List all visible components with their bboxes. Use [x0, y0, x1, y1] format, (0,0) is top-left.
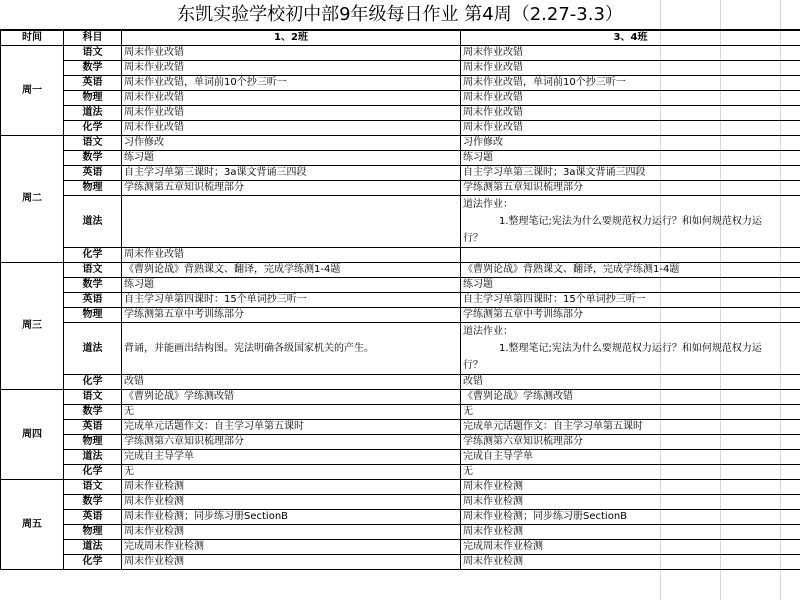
homework-cell-class-1-2[interactable]: 周末作业检测；同步练习册SectionB	[122, 510, 461, 525]
subject-cell[interactable]: 英语	[64, 166, 122, 181]
table-row	[1, 248, 800, 263]
homework-cell-class-1-2[interactable]: 完成自主导学单	[122, 450, 461, 465]
homework-line: 1.整理笔记;宪法为什么要规范权力运行？和如何规范权力运	[499, 216, 762, 227]
subject-cell[interactable]: 道法	[64, 106, 122, 121]
table-row	[1, 121, 800, 136]
subject-cell[interactable]: 数学	[64, 495, 122, 510]
homework-cell-class-1-2[interactable]: 无	[122, 465, 461, 480]
homework-cell-class-3-4[interactable]: 周末作业检测	[461, 525, 800, 540]
homework-table	[0, 30, 800, 570]
subject-cell[interactable]: 语文	[64, 263, 122, 278]
table-row	[1, 308, 800, 323]
subject-cell[interactable]: 语文	[64, 136, 122, 151]
homework-cell-class-3-4[interactable]: 《曹刿论战》学练测改错	[461, 390, 800, 405]
homework-cell-class-3-4[interactable]: 自主学习单第四课时：15个单词抄三听一	[461, 293, 800, 308]
homework-cell-class-1-2[interactable]: 周末作业改错	[122, 106, 461, 121]
homework-cell-class-3-4[interactable]: 完成自主导学单	[461, 450, 800, 465]
homework-cell-class-3-4[interactable]: 习作修改	[461, 136, 800, 151]
homework-cell-class-3-4[interactable]: 周末作业改错	[461, 46, 800, 61]
homework-cell-class-3-4[interactable]: 周末作业改错	[461, 121, 800, 136]
homework-cell-class-1-2[interactable]: 周末作业改错	[122, 121, 461, 136]
table-row	[1, 450, 800, 465]
homework-cell-class-3-4[interactable]: 周末作业改错，单词前10个抄三听一	[461, 76, 800, 91]
homework-cell-class-3-4[interactable]	[461, 323, 800, 375]
table-row	[1, 420, 800, 435]
table-row	[1, 151, 800, 166]
homework-cell-class-1-2[interactable]: 背诵，并能画出结构图。宪法明确各级国家机关的产生。	[122, 323, 461, 375]
table-row	[1, 323, 800, 375]
homework-cell-class-1-2[interactable]: 改错	[122, 375, 461, 390]
homework-cell-class-3-4[interactable]: 自主学习单第三课时；3a课文背诵三四段	[461, 166, 800, 181]
subject-cell[interactable]: 数学	[64, 61, 122, 76]
subject-cell[interactable]: 化学	[64, 121, 122, 136]
sheet-title[interactable]: 东凯实验学校初中部9年级每日作业 第4周（2.27-3.3）	[0, 0, 800, 30]
table-row	[1, 61, 800, 76]
homework-cell-class-1-2[interactable]: 学练测第五章知识梳理部分	[122, 181, 461, 196]
day-cell-thursday[interactable]: 周四	[1, 390, 64, 480]
header-row	[1, 31, 800, 46]
subject-cell[interactable]: 道法	[64, 323, 122, 375]
table-row	[1, 540, 800, 555]
homework-cell-class-1-2[interactable]: 周末作业检测	[122, 525, 461, 540]
subject-cell[interactable]: 化学	[64, 375, 122, 390]
day-cell-wednesday[interactable]: 周三	[1, 263, 64, 390]
table-row	[1, 293, 800, 308]
homework-cell-class-3-4[interactable]: 周末作业检测	[461, 480, 800, 495]
homework-cell-class-1-2[interactable]: 周末作业检测	[122, 495, 461, 510]
homework-cell-class-1-2[interactable]: 周末作业检测	[122, 480, 461, 495]
homework-cell-class-3-4[interactable]: 无	[461, 405, 800, 420]
table-row	[1, 375, 800, 390]
subject-cell[interactable]: 英语	[64, 76, 122, 91]
homework-line: 1.整理笔记;宪法为什么要规范权力运行？和如何规范权力运	[499, 343, 762, 354]
subject-cell[interactable]: 数学	[64, 278, 122, 293]
subject-cell[interactable]: 物理	[64, 181, 122, 196]
homework-cell-class-3-4[interactable]: 练习题	[461, 278, 800, 293]
header-class-3-4[interactable]: 3、4班	[461, 31, 800, 46]
subject-cell[interactable]: 数学	[64, 405, 122, 420]
table-row	[1, 91, 800, 106]
homework-cell-class-3-4[interactable]: 学练测第五章知识梳理部分	[461, 181, 800, 196]
homework-cell-class-1-2[interactable]: 周末作业改错	[122, 248, 461, 263]
homework-cell-class-1-2[interactable]: 学练测第六章知识梳理部分	[122, 435, 461, 450]
table-row	[1, 405, 800, 420]
homework-line: 行？	[463, 360, 483, 371]
homework-cell-class-3-4[interactable]: 无	[461, 465, 800, 480]
homework-cell-class-1-2[interactable]: 自主学习单第三课时；3a课文背诵三四段	[122, 166, 461, 181]
subject-cell[interactable]: 物理	[64, 525, 122, 540]
subject-cell[interactable]: 英语	[64, 420, 122, 435]
table-row	[1, 480, 800, 495]
homework-cell-class-3-4[interactable]: 改错	[461, 375, 800, 390]
table-row	[1, 181, 800, 196]
subject-cell[interactable]: 英语	[64, 293, 122, 308]
homework-cell-class-1-2[interactable]: 周末作业改错	[122, 46, 461, 61]
table-row	[1, 555, 800, 570]
homework-cell-class-1-2[interactable]: 完成单元话题作文：自主学习单第五课时	[122, 420, 461, 435]
homework-cell-class-3-4[interactable]: 周末作业检测	[461, 555, 800, 570]
subject-cell[interactable]: 英语	[64, 510, 122, 525]
homework-cell-class-3-4[interactable]: 完成单元话题作文：自主学习单第五课时	[461, 420, 800, 435]
subject-cell[interactable]: 语文	[64, 390, 122, 405]
homework-cell-class-1-2[interactable]: 习作修改	[122, 136, 461, 151]
homework-cell-class-1-2[interactable]: 无	[122, 405, 461, 420]
homework-cell-class-3-4[interactable]: 周末作业改错	[461, 61, 800, 76]
homework-cell-class-3-4[interactable]: 周末作业改错	[461, 106, 800, 121]
header-class-1-2[interactable]: 1、2班	[122, 31, 461, 46]
table-row	[1, 278, 800, 293]
subject-cell[interactable]: 化学	[64, 248, 122, 263]
table-row	[1, 465, 800, 480]
homework-cell-class-1-2[interactable]: 自主学习单第四课时：15个单词抄三听一	[122, 293, 461, 308]
homework-line: 行？	[463, 233, 483, 244]
subject-cell[interactable]: 道法	[64, 450, 122, 465]
table-row	[1, 196, 800, 248]
day-cell-friday[interactable]: 周五	[1, 480, 64, 570]
homework-cell-class-3-4[interactable]: 周末作业检测；同步练习册SectionB	[461, 510, 800, 525]
homework-cell-class-3-4[interactable]	[461, 196, 800, 248]
subject-cell[interactable]: 道法	[64, 540, 122, 555]
homework-cell-class-1-2[interactable]	[122, 196, 461, 248]
homework-cell-class-1-2[interactable]: 完成周末作业检测	[122, 540, 461, 555]
subject-cell[interactable]: 化学	[64, 555, 122, 570]
homework-cell-class-1-2[interactable]: 周末作业检测	[122, 555, 461, 570]
subject-cell[interactable]: 物理	[64, 91, 122, 106]
homework-cell-class-1-2[interactable]: 周末作业改错	[122, 61, 461, 76]
table-row	[1, 46, 800, 61]
header-time[interactable]: 时间	[1, 31, 64, 46]
table-row	[1, 106, 800, 121]
table-row	[1, 263, 800, 278]
homework-cell-class-3-4[interactable]: 周末作业检测	[461, 495, 800, 510]
homework-cell-class-1-2[interactable]: 《曹刿论战》学练测改错	[122, 390, 461, 405]
table-row	[1, 435, 800, 450]
homework-cell-class-3-4[interactable]: 学练测第六章知识梳理部分	[461, 435, 800, 450]
homework-line: 道法作业：	[463, 199, 513, 210]
homework-cell-class-1-2[interactable]: 练习题	[122, 278, 461, 293]
table-row	[1, 136, 800, 151]
table-row	[1, 525, 800, 540]
subject-cell[interactable]: 语文	[64, 46, 122, 61]
homework-cell-class-3-4[interactable]: 完成周末作业检测	[461, 540, 800, 555]
subject-cell[interactable]: 道法	[64, 196, 122, 248]
homework-line: 道法作业：	[463, 326, 513, 337]
homework-cell-class-1-2[interactable]: 《曹刿论战》背熟课文、翻译，完成学练测1-4题	[122, 263, 461, 278]
table-row	[1, 76, 800, 91]
table-row	[1, 390, 800, 405]
day-cell-monday[interactable]: 周一	[1, 46, 64, 136]
homework-cell-class-1-2[interactable]: 周末作业改错，单词前10个抄三听一	[122, 76, 461, 91]
homework-cell-class-3-4[interactable]: 周末作业改错	[461, 91, 800, 106]
subject-cell[interactable]: 物理	[64, 308, 122, 323]
subject-cell[interactable]: 化学	[64, 465, 122, 480]
table-row	[1, 510, 800, 525]
homework-cell-class-3-4[interactable]: 练习题	[461, 151, 800, 166]
subject-cell[interactable]: 数学	[64, 151, 122, 166]
homework-cell-class-3-4[interactable]: 《曹刿论战》背熟课文、翻译，完成学练测1-4题	[461, 263, 800, 278]
day-cell-tuesday[interactable]: 周二	[1, 136, 64, 263]
homework-cell-class-1-2[interactable]: 周末作业改错	[122, 91, 461, 106]
subject-cell[interactable]: 语文	[64, 480, 122, 495]
table-row	[1, 495, 800, 510]
homework-cell-class-3-4[interactable]	[461, 248, 800, 263]
homework-cell-class-1-2[interactable]: 练习题	[122, 151, 461, 166]
homework-cell-class-3-4[interactable]: 学练测第五章中考训练部分	[461, 308, 800, 323]
header-subject[interactable]: 科目	[64, 31, 122, 46]
table-row	[1, 166, 800, 181]
subject-cell[interactable]: 物理	[64, 435, 122, 450]
homework-cell-class-1-2[interactable]: 学练测第五章中考训练部分	[122, 308, 461, 323]
